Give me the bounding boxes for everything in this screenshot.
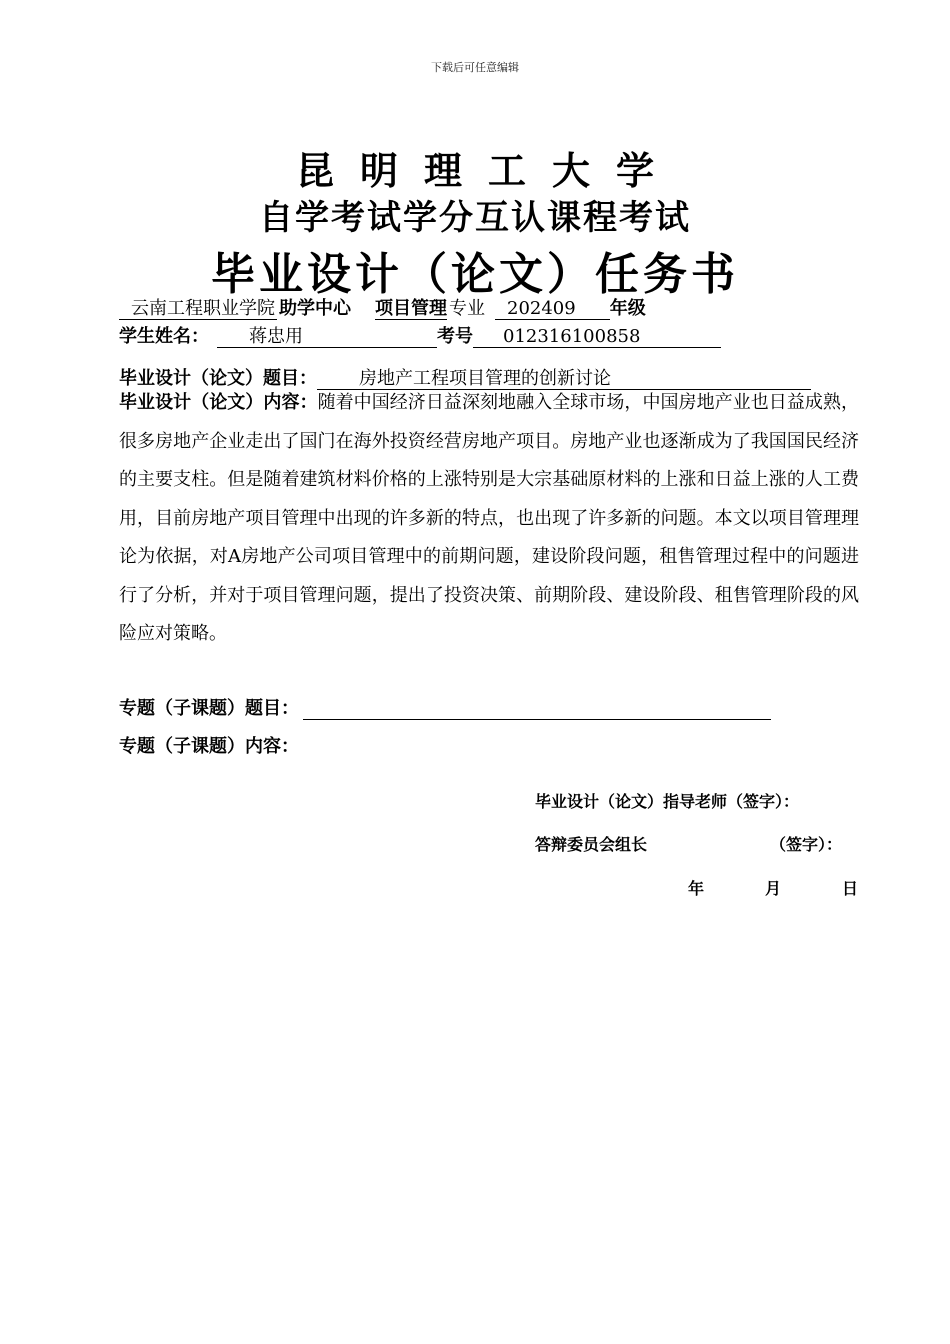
subtopic-content-row [119,732,299,758]
grade-label: 年级 [609,298,646,319]
info-row-school [119,294,646,320]
subtopic-content-label: 专题（子课题）内容： [119,736,299,757]
info-row-student [119,322,721,348]
exam-title: 自学考试学分互认课程考试 [259,198,691,238]
grade-value: 202409 [495,299,610,320]
date-day: 日 [842,879,859,898]
thesis-content-text: 随着中国经济日益深刻地融入全球市场，中国房地产业也日益成熟，很多房地产企业走出了国门在海外投资经营房地产项目。房地产业也逐渐成为了我国国民经济的主要支柱。但是随着建筑材料价格的上涨特别是大宗基础原材料的上涨和日益上涨的人工费用，目前房地产项目管理中出现的许多新的特点，也出现了许多新的问题。本文以项目管理理论为依据，对A房地产公司项目管理中的前期问题，建设阶段问题，租售管理过程中的问题进行了分析，并对于项目管理问题，提出了投资决策、前期阶段、建设阶段、租售管理阶段的风险应对策略。 [119,392,860,644]
thesis-content [119,384,859,654]
major-name: 项目管理 [375,298,447,319]
major-label: 专业 [449,298,485,319]
subtopic-title-row [119,694,771,720]
document-title: 毕业设计（论文）任务书 [211,249,739,300]
exam-number: 012316100858 [473,327,721,348]
exam-label: 考号 [437,326,473,347]
subtopic-title-line [303,699,771,720]
advisor-signature: 毕业设计（论文）指导老师（签字）： [535,792,800,811]
date-year: 年 [688,879,705,898]
thesis-topic: 房地产工程项目管理的创新讨论 [317,369,811,390]
committee-sign: （签字）： [770,835,843,854]
subtopic-title-label: 专题（子课题）题目： [119,698,299,719]
header-note: 下载后可任意编辑 [431,61,519,74]
date-month: 月 [765,879,782,898]
thesis-content-label: 毕业设计（论文）内容： [119,392,318,413]
thesis-topic-label: 毕业设计（论文）题目： [119,368,317,389]
student-label: 学生姓名： [119,326,209,347]
committee-label: 答辩委员会组长 [535,835,648,854]
center-label: 助学中心 [279,298,351,319]
college-name: 云南工程职业学院 [119,299,277,320]
university-title: 昆明理工大学 [295,148,680,193]
student-name: 蒋忠用 [217,327,437,348]
